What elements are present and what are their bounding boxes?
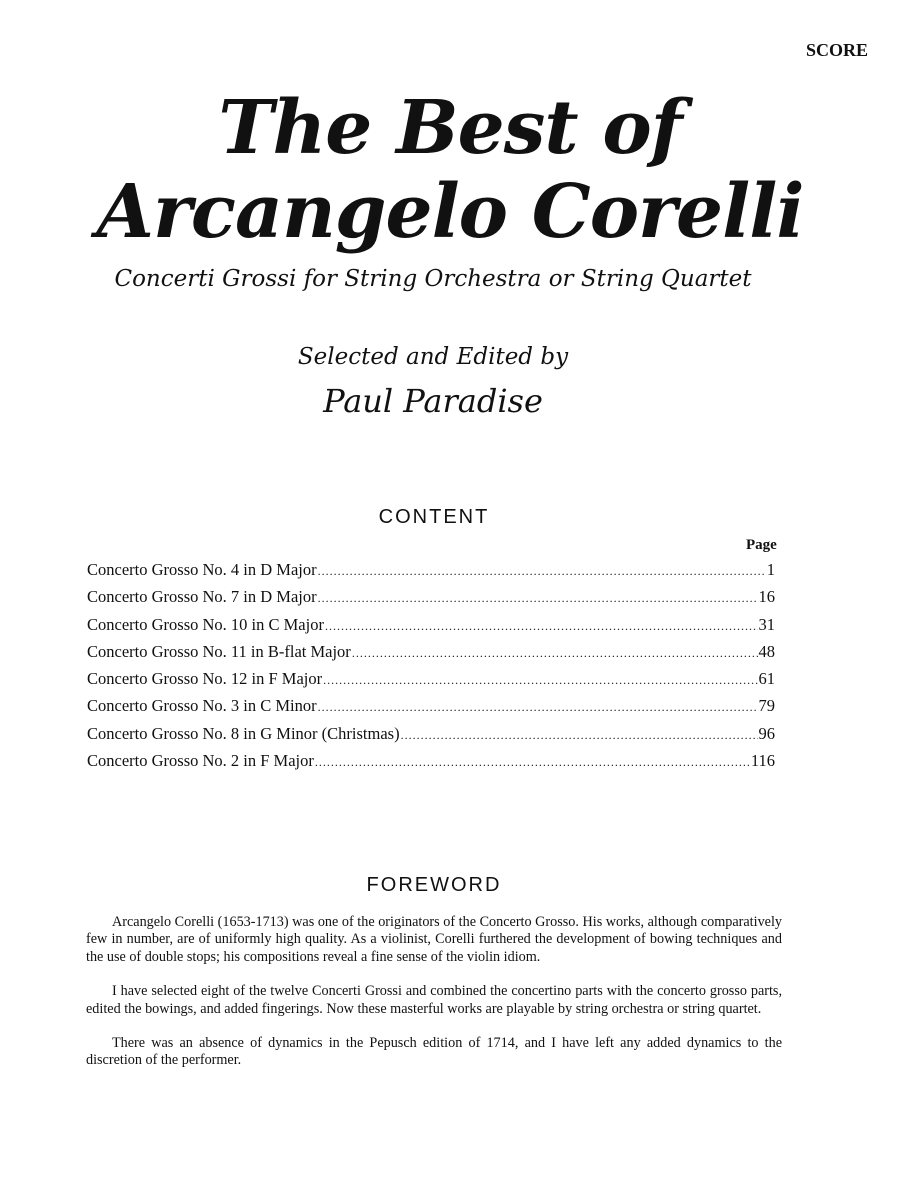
toc-entry-title: Concerto Grosso No. 12 in F Major [87, 669, 323, 689]
toc-entry-page: 61 [758, 669, 775, 689]
foreword-body [86, 914, 782, 1087]
toc-entry-page: 79 [758, 696, 775, 716]
toc-entry-title: Concerto Grosso No. 3 in C Minor [87, 696, 317, 716]
selected-by-label: Selected and Edited by [297, 344, 569, 370]
toc-entry-page: 1 [766, 560, 775, 579]
toc-entry-title: Concerto Grosso No. 8 in G Minor (Christmas) [87, 723, 400, 743]
toc-entry [87, 751, 775, 778]
foreword-paragraph: Arcangelo Corelli (1653-1713) was one of the originators of the Concerto Grosso. His works, although comparatively few in number, are of uniformly high quality. As a violinist, Corelli furthered the development of bowing techniques and the use of double stops; his compositions reveal a fine sense of the violin idiom. [86, 914, 782, 965]
toc-leader-dots [318, 591, 758, 606]
page-column-label: Page [746, 537, 777, 553]
foreword-heading: FOREWORD [366, 874, 502, 896]
toc-leader-dots [325, 619, 758, 634]
toc-entry [87, 615, 775, 642]
title-line-1: The Best of [218, 85, 682, 171]
toc-entry [87, 642, 775, 669]
toc-entry-page: 16 [758, 587, 775, 607]
toc-entry-title: Concerto Grosso No. 11 in B-flat Major [87, 641, 351, 661]
toc-entry [87, 669, 775, 696]
toc-entry-title: Concerto Grosso No. 2 in F Major [87, 751, 314, 771]
toc-leader-dots [315, 755, 750, 770]
toc-entry-title: Concerto Grosso No. 7 in D Major [87, 587, 317, 607]
toc-entry-title: Concerto Grosso No. 10 in C Major [87, 614, 324, 634]
toc-entry-page: 96 [758, 723, 775, 743]
editor-name: Paul Paradise [323, 382, 543, 420]
toc-entry [87, 587, 775, 614]
foreword-paragraph: I have selected eight of the twelve Concerti Grossi and combined the concertino parts with the concerto grosso parts, edited the bowings, and added fingerings. Now these masterful works are playable by string orchestra or string quartet. [86, 983, 782, 1017]
toc-leader-dots [323, 673, 757, 688]
toc-entry [87, 696, 775, 723]
toc-entry-title: Concerto Grosso No. 4 in D Major [87, 560, 317, 579]
toc-entry [87, 560, 775, 587]
table-of-contents [87, 560, 775, 778]
toc-entry-page: 48 [758, 641, 775, 661]
toc-leader-dots [318, 564, 766, 579]
toc-leader-dots [352, 646, 758, 661]
toc-entry-page: 31 [758, 614, 775, 634]
toc-leader-dots [401, 728, 758, 743]
toc-entry-page: 116 [750, 751, 775, 771]
score-label: SCORE [805, 40, 868, 60]
foreword-paragraph: There was an absence of dynamics in the Pepusch edition of 1714, and I have left any added dynamics to the discretion of the performer. [86, 1035, 782, 1069]
toc-leader-dots [318, 700, 758, 715]
subtitle: Concerti Grossi for String Orchestra or String Quartet [114, 266, 752, 292]
toc-entry [87, 724, 775, 751]
contents-heading: CONTENT [378, 506, 490, 528]
title-line-2: Arcangelo Corelli [96, 169, 804, 255]
